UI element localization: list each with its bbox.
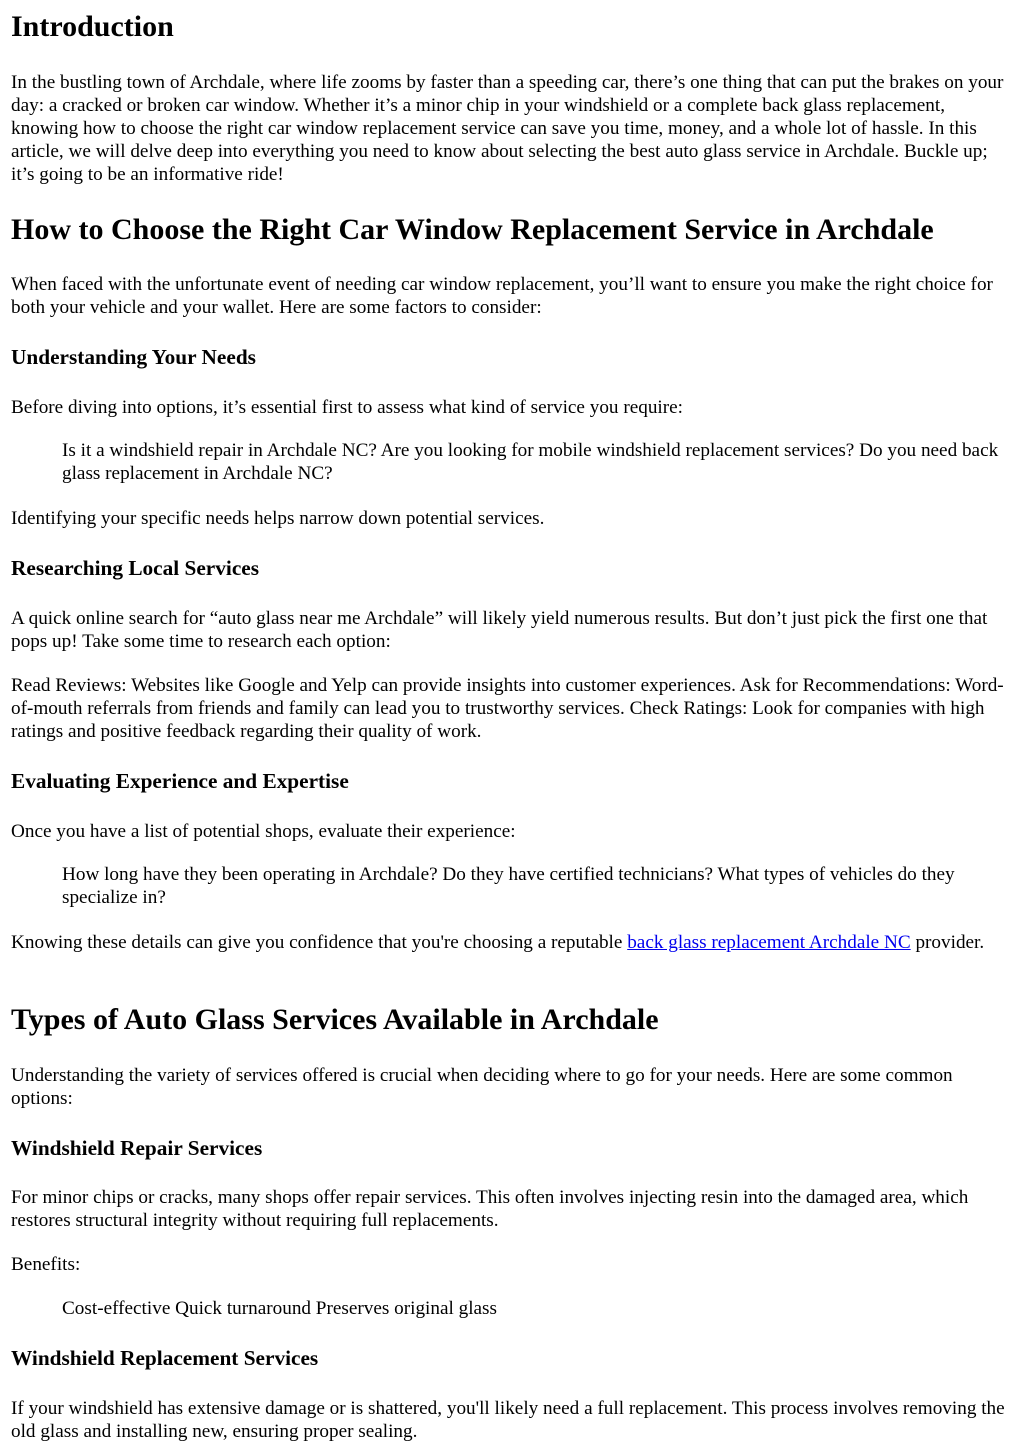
- experience-summary-text: Knowing these details can give you confidence that you're choosing a reputable: [11, 932, 628, 953]
- repair-heading: Windshield Repair Services: [11, 1136, 263, 1160]
- needs-summary: Identifying your specific needs helps narrow down potential services.: [11, 508, 545, 529]
- intro-paragraph: In the bustling town of Archdale, where life zooms by faster than a speeding car, there’s one thing that can put the brakes on your day: a cracked or broken car window. Whether it’s a minor chip in your windshield or a complete back glass replacement, knowing how to choose the right car window replacement service can save you time, money, and a whole lot of hassle. In this article, we will delve deep into everything you need to know about selecting the best auto glass service in Archdale. Buckle up; it’s going to be an informative ride!: [11, 72, 1004, 185]
- repair-paragraph: For minor chips or cracks, many shops offer repair services. This often involves injecting resin into the damaged area, which restores structural integrity without requiring full replacements.: [11, 1187, 969, 1231]
- back-glass-replacement-link[interactable]: back glass replacement Archdale NC: [627, 932, 911, 953]
- replacement-paragraph: If your windshield has extensive damage or is shattered, you'll likely need a full replacement. This process involves removing the old glass and installing new, ensuring proper sealing.: [11, 1398, 1005, 1442]
- needs-heading: Understanding Your Needs: [11, 345, 256, 369]
- experience-summary-end: provider.: [910, 932, 985, 953]
- types-heading: Types of Auto Glass Services Available in Archdale: [11, 1003, 659, 1036]
- benefits-list: Cost-effective Quick turnaround Preserves original glass: [62, 1298, 497, 1319]
- types-paragraph: Understanding the variety of services offered is crucial when deciding where to go for your needs. Here are some common options:: [11, 1065, 953, 1109]
- benefits-label: Benefits:: [11, 1254, 81, 1275]
- choose-heading: How to Choose the Right Car Window Replacement Service in Archdale: [11, 213, 934, 246]
- research-tips: Read Reviews: Websites like Google and Yelp can provide insights into customer experiences. Ask for Recommendations: Word-of-mouth referrals from friends and family can lead you to trustworthy services. Check Ratings: Look for companies with high ratings and positive feedback regarding their quality of work.: [11, 675, 1004, 742]
- research-heading: Researching Local Services: [11, 556, 260, 580]
- experience-heading: Evaluating Experience and Expertise: [11, 769, 349, 793]
- choose-paragraph: When faced with the unfortunate event of needing car window replacement, you’ll want to ensure you make the right choice for both your vehicle and your wallet. Here are some factors to consider:: [11, 274, 993, 318]
- experience-paragraph: Once you have a list of potential shops, evaluate their experience:: [11, 821, 516, 842]
- research-paragraph: A quick online search for “auto glass near me Archdale” will likely yield numerous results. But don’t just pick the first one that pops up! Take some time to research each option:: [11, 608, 988, 652]
- experience-questions: How long have they been operating in Archdale? Do they have certified technicians? What types of vehicles do they specialize in?: [62, 864, 955, 908]
- replacement-heading: Windshield Replacement Services: [11, 1346, 319, 1370]
- experience-summary: [11, 931, 1013, 954]
- needs-questions: Is it a windshield repair in Archdale NC? Are you looking for mobile windshield replacement services? Do you need back glass replacement in Archdale NC?: [62, 440, 999, 484]
- needs-paragraph: Before diving into options, it’s essential first to assess what kind of service you require:: [11, 397, 683, 418]
- intro-heading: Introduction: [11, 10, 174, 43]
